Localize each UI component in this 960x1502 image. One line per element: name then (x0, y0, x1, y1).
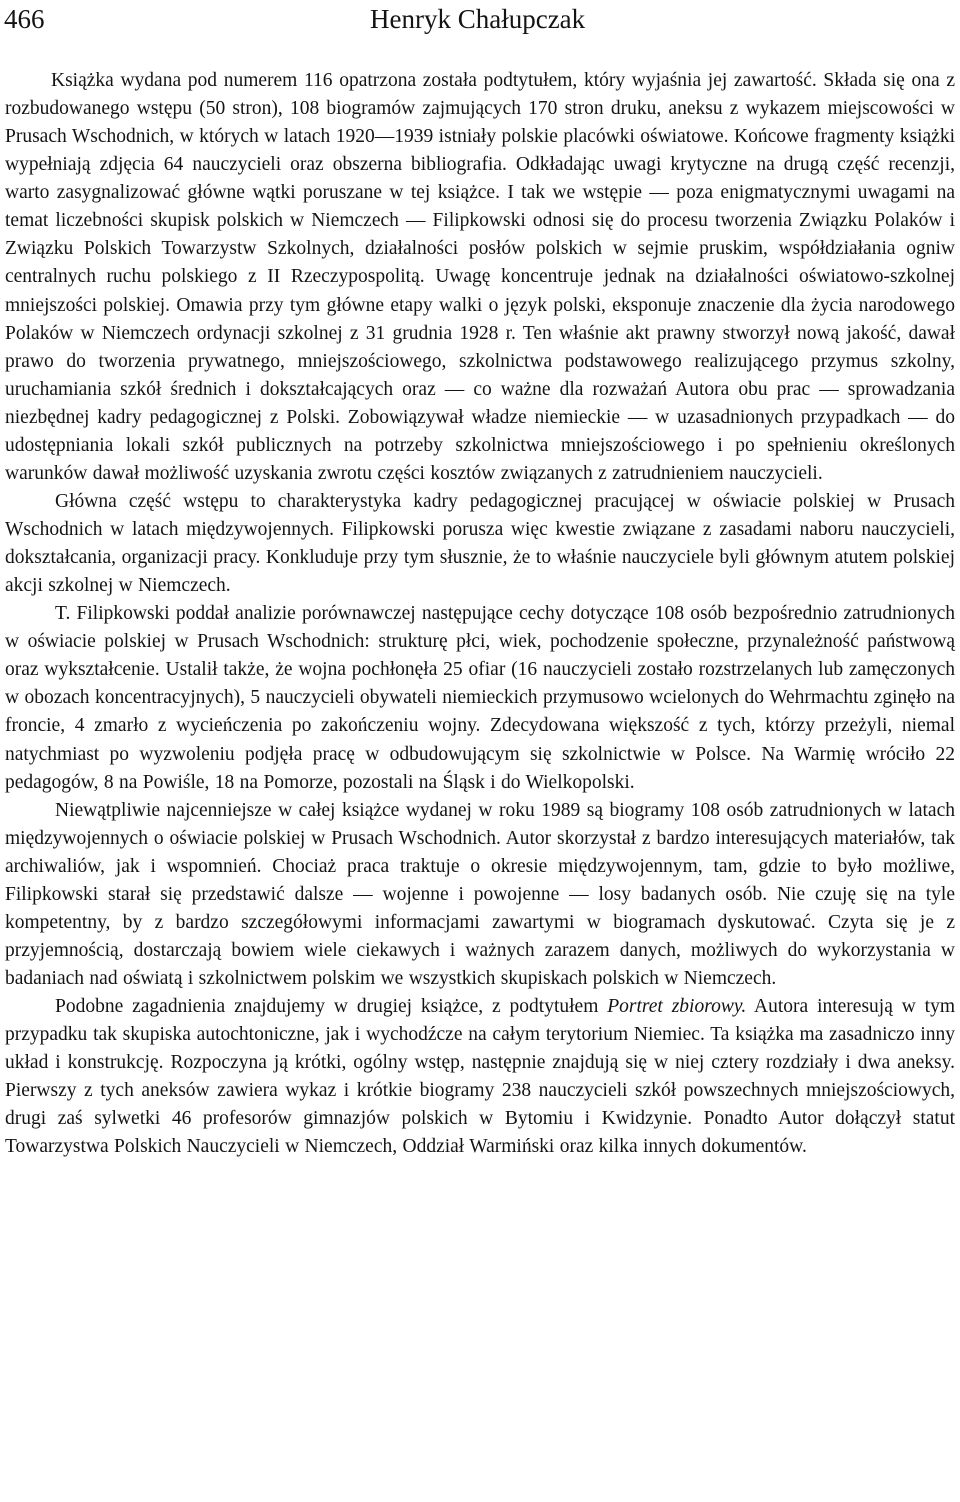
body-text (5, 67, 955, 1161)
book-subtitle-italic: Portret zbiorowy. (607, 996, 747, 1018)
running-head (0, 2, 960, 36)
paragraph-2: Główna część wstępu to charakterystyka kadry pedagogicznej pracującej w oświacie polskiej w Prusach Wschodnich w latach międzywojennych. Filipkowski porusza więc kwestie związane z zasadami naboru nauczycieli, dokształcania, organizacji pracy. Konkluduje przy tym słusznie, że to właśnie nauczyciele byli głównym atutem polskiej akcji szkolnej w Niemczech. (5, 490, 955, 597)
paragraph-5 (5, 993, 955, 1161)
paragraph-3: T. Filipkowski poddał analizie porównawczej następujące cechy dotyczące 108 osób bezpośrednio zatrudnionych w oświacie polskiej w Prusach Wschodnich: strukturę płci, wiek, pochodzenie społeczne, przynależność państwową oraz wykształcenie. Ustalił także, że wojna pochłonęła 25 ofiar (16 nauczycieli zostało rozstrzelanych lub zamęczonych w obozach koncentracyjnych), 5 nauczycieli obywateli niemieckich przymusowo wcielonych do Wehrmachtu zginęło na froncie, 4 zmarło z wycieńczenia po zakończeniu wojny. Zdecydowana większość z tych, którzy przeżyli, niemal natychmiast po wyzwoleniu podjęła pracę w odbudowującym się szkolnictwie w Polsce. Na Warmię wróciło 22 pedagogów, 8 na Powiśle, 18 na Pomorze, pozostali na Śląsk i do Wielkopolski. (5, 603, 955, 793)
paragraph-4: Niewątpliwie najcenniejsze w całej książce wydanej w roku 1989 są biogramy 108 osób zatrudnionych w latach międzywojennych o oświacie polskiej w Prusach Wschodnich. Autor skorzystał z bardzo interesujących materiałów, tak archiwaliów, jak i wspomnień. Chociaż praca traktuje o okresie międzywojennym, tam, gdzie to było możliwe, Filipkowski starał się przedstawić dalsze — wojenne i powojenne — losy badanych osób. Nie czuję się na tyle kompetentny, by z bardzo szczegółowymi informacjami zawartymi w biogramach dyskutować. Czyta się je z przyjemnością, dostarczają bowiem wiele ciekawych i ważnych zarazem danych, możliwych do wykorzystania w badaniach nad oświatą i szkolnictwem polskim we wszystkich skupiskach polskich w Niemczech. (5, 799, 955, 989)
paragraph-5-text-before: Podobne zagadnienia znajdujemy w drugiej książce, z podtytułem (55, 996, 608, 1018)
page-number: 466 (4, 4, 45, 34)
paragraph-1: Książka wydana pod numerem 116 opatrzona została podtytułem, który wyjaśnia jej zawartość. Składa się ona z rozbudowanego wstępu (50 stron), 108 biogramów zajmujących 170 stron druku, aneksu z wykazem miejscowości w Prusach Wschodnich, w których w latach 1920—1939 istniały polskie placówki oświatowe. Końcowe fragmenty książki wypełniają zdjęcia 64 nauczycieli oraz obszerna bibliografia. Odkładając uwagi krytyczne na drugą część recenzji, warto zasygnalizować główne wątki poruszane w tej książce. I tak we wstępie — poza enigmatycznymi uwagami na temat liczebności skupisk polskich w Niemczech — Filipkowski odnosi się do procesu tworzenia Związku Polaków i Związku Polskich Towarzystw Szkolnych, działalności posłów polskich w sejmie pruskim, współdziałania ogniw centralnych ruchu polskiego z II Rzeczypospolitą. Uwagę koncentruje jednak na działalności oświatowo-szkolnej mniejszości polskiej. Omawia przy tym główne etapy walki o język polski, eksponuje znaczenie dla życia narodowego Polaków w Niemczech ordynacji szkolnej z 31 grudnia 1928 r. Ten właśnie akt prawny stworzył nową jakość, dawał prawo do tworzenia prywatnego, mniejszościowego, szkolnictwa podstawowego realizującego przymus szkolny, uruchamiania szkół średnich i dokształcających oraz — co ważne dla rozważań Autora obu prac — sprowadzania niezbędnej kadry pedagogicznej z Polski. Zobowiązywał władze niemieckie — w uzasadnionych przypadkach — do udostępniania lokali szkół publicznych na potrzeby szkolnictwa mniejszościowego i po spełnieniu określonych warunków dawał możliwość uzyskania zwrotu części kosztów związanych z zatrudnieniem nauczycieli. (5, 70, 955, 484)
running-title: Henryk Chałupczak (370, 4, 586, 34)
paragraph-5-text-after: Autora interesują w tym przypadku tak skupiska autochtoniczne, jak i wychodźcze na całym terytorium Niemiec. Ta książka ma zasadniczo inny układ i konstrukcję. Rozpoczyna ją krótki, ogólny wstęp, następnie znajdują się w niej cztery rozdziały i dwa aneksy. Pierwszy z tych aneksów zawiera wykaz i krótkie biogramy 238 nauczycieli szkół powszechnych mniejszościowych, drugi zaś sylwetki 46 profesorów gimnazjów polskich w Bytomiu i Kwidzynie. Ponadto Autor dołączył statut Towarzystwa Polskich Nauczycieli w Niemczech, Oddział Warmiński oraz kilka innych dokumentów. (5, 996, 955, 1158)
